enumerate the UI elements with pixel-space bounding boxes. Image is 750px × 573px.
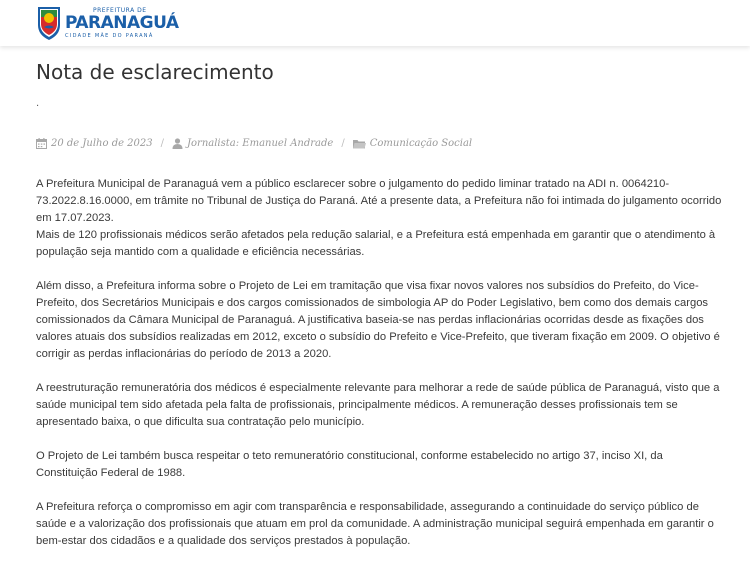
meta-separator: /	[341, 138, 345, 149]
logo-tagline: CIDADE MÃE DO PARANÁ	[65, 32, 154, 39]
post-date-text: 20 de Julho de 2023	[51, 138, 153, 149]
site-header	[0, 0, 750, 46]
article-paragraph: Mais de 120 profissionais médicos serão afetados pela redução salarial, e a Prefeitura está empenhada em garantir que o atendimento à população seja mantido com a qualidade e eficiência necessárias.	[36, 229, 716, 258]
logo-top-text: PREFEITURA DE	[93, 6, 147, 14]
folder-icon	[353, 139, 366, 149]
user-icon	[172, 138, 183, 149]
city-emblem-icon	[36, 5, 62, 41]
page-title: Nota de esclarecimento	[36, 60, 274, 84]
post-category[interactable]	[353, 138, 472, 149]
logo-main-text: PARANAGUÁ	[65, 12, 179, 33]
stray-mark: .	[36, 98, 40, 109]
article-paragraph: O Projeto de Lei também busca respeitar o teto remuneratório constitucional, conforme estabelecido no artigo 37, inciso XI, da Constituição Federal de 1988.	[36, 450, 663, 479]
post-meta	[36, 138, 472, 149]
site-logo[interactable]	[36, 4, 179, 42]
article-paragraph: A Prefeitura Municipal de Paranaguá vem a público esclarecer sobre o julgamento do pedido liminar tratado na ADI n. 0064210-73.2022.8.16.0000, em trâmite no Tribunal de Justiça do Paraná. Até a presente data, a Prefeitura não foi intimada do julgamento ocorrido em 17.07.2023.	[36, 178, 722, 224]
calendar-icon	[36, 138, 47, 149]
post-author-text: Jornalista: Emanuel Andrade	[187, 138, 334, 149]
post-author[interactable]	[172, 138, 333, 149]
meta-separator: /	[160, 138, 165, 149]
article-body	[36, 176, 726, 567]
article-paragraph: A reestruturação remuneratória dos médicos é especialmente relevante para melhorar a rede de saúde pública de Paranaguá, visto que a saúde municipal tem sido afetada pela falta de profissionais, principalmente médicos. A remuneração desses profissionais tem se apresentado baixa, o que dificulta sua contratação pelo município.	[36, 382, 720, 428]
article-paragraph: A Prefeitura reforça o compromisso em agir com transparência e responsabilidade, assegurando a continuidade do serviço público de saúde e a valorização dos profissionais que atuam em prol da comunidade. A administração municipal seguirá empenhada em garantir o bem-estar dos cidadãos e a qualidade dos serviços prestados à população.	[36, 501, 714, 547]
post-date	[36, 138, 153, 149]
post-category-link: Comunicação Social	[369, 138, 473, 149]
article-paragraph: Além disso, a Prefeitura informa sobre o Projeto de Lei em tramitação que visa fixar novos valores nos subsídios do Prefeito, do Vice-Prefeito, dos Secretários Municipais e dos cargos comissionados de simbologia AP do Poder Legislativo, bem como dos demais cargos comissionados da Câmara Municipal de Paranaguá. A justificativa baseia-se nas perdas inflacionárias ocorridas desde as fixações dos valores atuais dos subsídios realizadas em 2012, exceto o subsídio do Prefeito e Vice-Prefeito, que tiveram fixação em 2009. O objetivo é corrigir as perdas inflacionárias do período de 2013 a 2020.	[36, 280, 720, 360]
